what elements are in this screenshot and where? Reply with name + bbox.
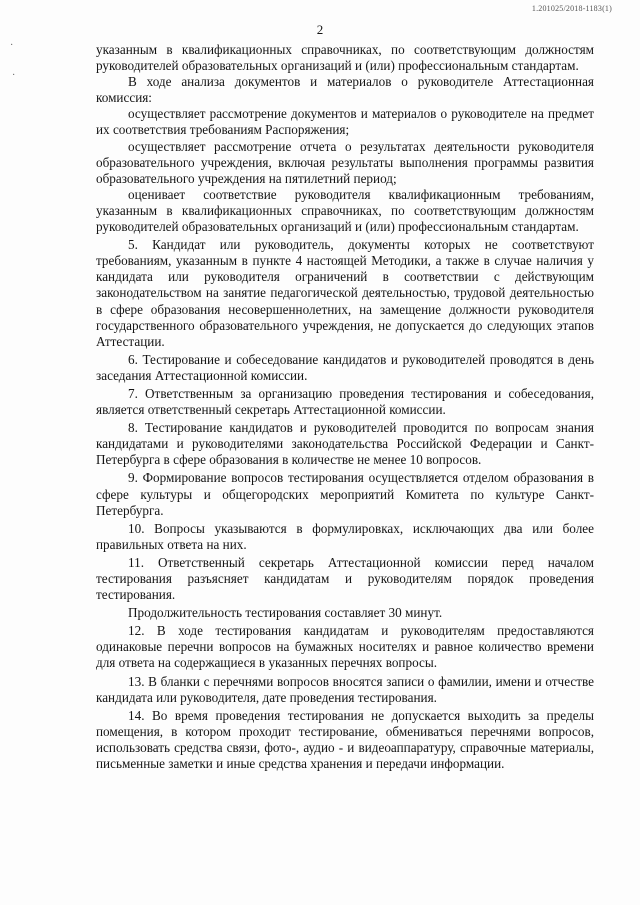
scan-speck: · [12, 70, 16, 81]
paragraph: В ходе анализа документов и материалов о руководителе Аттестационная комиссия: [96, 74, 594, 106]
paragraph: оценивает соответствие руководителя квалификационным требованиям, указанным в квалификационных справочниках, по соответствующим должностям руководителей образовательных организаций и (или) профессиональным стандартам. [96, 186, 594, 235]
paragraph: осуществляет рассмотрение документов и материалов о руководителе на предмет их соответствия требованиям Распоряжения; [96, 106, 594, 138]
scan-speck: · [10, 40, 14, 51]
document-id: 1.201025/2018-1183(1) [531, 4, 612, 13]
paragraph: 6. Тестирование и собеседование кандидатов и руководителей проводятся в день заседания Аттестационной комиссии. [96, 351, 594, 383]
paragraph: 11. Ответственный секретарь Аттестационной комиссии перед началом тестирования разъясняет кандидатам и руководителям порядок проведения тестирования. [96, 554, 594, 603]
paragraph: Продолжительность тестирования составляет 30 минут. [128, 605, 443, 621]
paragraph: 13. В бланки с перечнями вопросов вносятся записи о фамилии, имени и отчестве кандидата или руководителя, дате проведения тестирования. [96, 673, 594, 705]
paragraph: 7. Ответственным за организацию проведения тестирования и собеседования, является ответственный секретарь Аттестационной комиссии. [96, 385, 594, 418]
paragraph: 8. Тестирование кандидатов и руководителей проводится по вопросам знания кандидатами и руководителями законодательства Российской Федерации и Санкт-Петербурга в сфере образования в количестве не менее 10 вопросов. [96, 420, 594, 468]
paragraph: осуществляет рассмотрение отчета о результатах деятельности руководителя образовательного учреждения, включая результаты выполнения программы развития образовательного учреждения на пятилетний период; [96, 138, 594, 186]
page-number: 2 [316, 22, 324, 37]
paragraph: 10. Вопросы указываются в формулировках, исключающих два или более правильных ответа на них. [96, 520, 594, 552]
paragraph: 9. Формирование вопросов тестирования осуществляется отделом образования в сфере культуры и общегородских мероприятий Комитета по культуре Санкт-Петербурга. [96, 470, 594, 518]
document-body [96, 42, 594, 772]
paragraph: 5. Кандидат или руководитель, документы которых не соответствуют требованиям, указанным в пункте 4 настоящей Методики, а также в случае наличия у кандидата или руководителя ограничений в соответствии с действующим законодательством на занятие педагогической деятельностью, трудовой деятельностью в сфере образования несовершеннолетних, на замещение должности руководителя государственного образовательного учреждения, не допускается до следующих этапов Аттестации. [96, 237, 594, 349]
paragraph: указанным в квалификационных справочниках, по соответствующим должностям руководителей образовательных организаций и (или) профессиональным стандартам. [96, 42, 594, 74]
paragraph: 12. В ходе тестирования кандидатам и руководителям предоставляются одинаковые перечни вопросов на бумажных носителях и равное количество времени для ответа на содержащиеся в указанных перечнях вопросы. [96, 623, 594, 671]
paragraph: 14. Во время проведения тестирования не допускается выходить за пределы помещения, в котором проходит тестирование, обмениваться перечнями вопросов, использовать средства связи, фото-, аудио - и видеоаппаратуру, справочные материалы, письменные заметки и иные средства хранения и передачи информации. [96, 707, 594, 772]
